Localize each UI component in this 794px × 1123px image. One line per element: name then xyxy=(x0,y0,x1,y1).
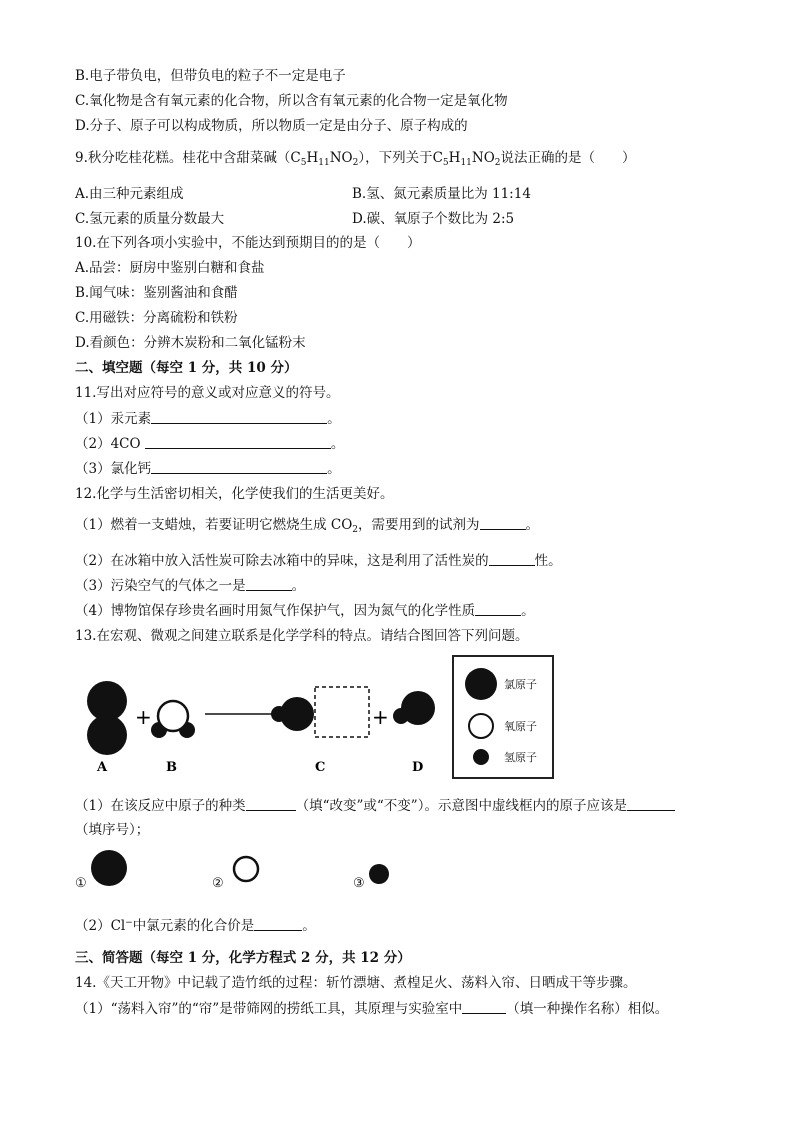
option-2-label[interactable]: ② xyxy=(212,876,224,891)
legend-hydrogen: 氢原子 xyxy=(464,745,537,769)
q8-option-d: D.分子、原子可以构成物质，所以物质一定是由分子、原子构成的 xyxy=(75,118,468,134)
chlorine-atom-icon xyxy=(464,667,498,701)
section-2-heading: 二、填空题（每空 1 分，共 10 分） xyxy=(75,360,298,376)
oxygen-atom-icon xyxy=(158,701,188,731)
answer-blank[interactable] xyxy=(246,798,296,811)
label-b: B xyxy=(166,760,177,775)
legend xyxy=(452,655,554,779)
q11-item-3: （3）氯化钙 。 xyxy=(75,461,341,477)
q12-item-4: （4）博物馆保存珍贵名画时用氮气作保护气，因为氮气的化学性质 。 xyxy=(75,603,535,619)
option-1-label[interactable]: ① xyxy=(75,876,87,891)
dashed-box[interactable] xyxy=(315,687,369,737)
q9-option-b: B.氢、氮元素质量比为 11:14 xyxy=(352,186,531,202)
answer-blank[interactable] xyxy=(151,461,327,474)
question-14: 14.《天工开物》中记载了造竹纸的过程：斩竹漂塘、煮楻足火、荡料入帘、日晒成干等步骤。 xyxy=(75,975,637,991)
q13-item-1-cont: （填序号）； xyxy=(75,822,150,838)
chlorine-atom-icon xyxy=(401,691,435,725)
q9-option-a: A.由三种元素组成 xyxy=(75,186,184,202)
answer-blank[interactable] xyxy=(475,603,521,616)
oxygen-atom-icon xyxy=(464,711,498,741)
answer-blank[interactable] xyxy=(246,578,292,591)
hydrogen-atom-icon xyxy=(464,745,498,769)
answer-blank[interactable] xyxy=(462,1001,506,1014)
q12-item-3: （3）污染空气的气体之一是 。 xyxy=(75,578,306,594)
formula-1: $C_5H_{11}NO_2$ xyxy=(290,150,359,168)
question-11: 11.写出对应符号的意义或对应意义的符号。 xyxy=(75,385,340,401)
q13-item-1: （1）在该反应中原子的种类 （填“改变”或“不变”）。示意图中虚线框内的原子应该是 xyxy=(75,794,675,814)
q12-item-1: （1）燃着一支蜡烛，若要证明它燃烧生成 $CO_2$，需要用到的试剂为 。 xyxy=(75,517,540,535)
q8-option-b: B.电子带负电，但带负电的粒子不一定是电子 xyxy=(75,68,346,84)
question-10: 10.在下列各项小实验中，不能达到预期目的的是（ ） xyxy=(75,235,421,251)
question-13: 13.在宏观、微观之间建立联系是化学学科的特点。请结合图回答下列问题。 xyxy=(75,628,529,644)
question-9: 9.秋分吃桂花糕。桂花中含甜菜碱$(C_5H_{11}NO_2)$，下列关于$C_5H_{11}NO_2$说法正确的是（ ） xyxy=(75,150,636,168)
label-d: D xyxy=(412,760,424,775)
plus-sign: + xyxy=(135,705,152,729)
legend-oxygen: 氧原子 xyxy=(464,711,537,741)
q11-item-1: （1）汞元素 。 xyxy=(75,411,341,427)
q10-option-a: A.品尝：厨房中鉴别白糖和食盐 xyxy=(75,260,265,276)
answer-blank[interactable] xyxy=(480,517,526,530)
answer-blank[interactable] xyxy=(254,918,302,931)
hydrogen-atom-icon[interactable] xyxy=(367,862,391,886)
option-3-label[interactable]: ③ xyxy=(353,876,365,891)
q10-option-b: B.闻气味：鉴别酱油和食醋 xyxy=(75,285,238,301)
section-3-heading: 三、简答题（每空 1 分，化学方程式 2 分，共 12 分） xyxy=(75,950,411,966)
chlorine-atom-icon[interactable] xyxy=(89,848,129,888)
q9-option-c: C.氢元素的质量分数最大 xyxy=(75,211,225,227)
label-c: C xyxy=(315,760,326,775)
chlorine-atom-icon xyxy=(280,697,314,731)
q9-option-d: D.碳、氧原子个数比为 2:5 xyxy=(352,211,515,227)
atom-options xyxy=(75,848,415,893)
label-a: A xyxy=(97,760,108,775)
answer-blank[interactable] xyxy=(627,798,675,811)
answer-blank[interactable] xyxy=(489,553,535,566)
question-12: 12.化学与生活密切相关，化学使我们的生活更美好。 xyxy=(75,486,394,502)
chlorine-atom-icon xyxy=(87,715,127,755)
q8-option-c: C.氧化物是含有氧元素的化合物，所以含有氧元素的化合物一定是氧化物 xyxy=(75,93,508,109)
q14-item-1: （1）“荡料入帘”的“帘”是带筛网的捞纸工具，其原理与实验室中 （填一种操作名称）相似。 xyxy=(75,1001,669,1017)
formula-2: $C_5H_{11}NO_2$ xyxy=(432,150,501,168)
q11-item-2: （2）4CO 。 xyxy=(75,436,345,452)
q10-option-d: D.看颜色：分辨木炭粉和二氧化锰粉末 xyxy=(75,335,306,351)
q13-item-2: （2）Cl−中氯元素的化合价是 。 xyxy=(75,918,316,934)
answer-blank[interactable] xyxy=(145,436,331,449)
plus-sign: + xyxy=(372,705,389,729)
q12-item-2: （2）在冰箱中放入活性炭可除去冰箱中的异味，这是利用了活性炭的 性。 xyxy=(75,553,562,569)
q10-option-c: C.用磁铁：分离硫粉和铁粉 xyxy=(75,310,238,326)
answer-blank[interactable] xyxy=(151,411,327,424)
oxygen-atom-icon[interactable] xyxy=(230,853,262,885)
legend-chlorine: 氯原子 xyxy=(464,667,537,701)
